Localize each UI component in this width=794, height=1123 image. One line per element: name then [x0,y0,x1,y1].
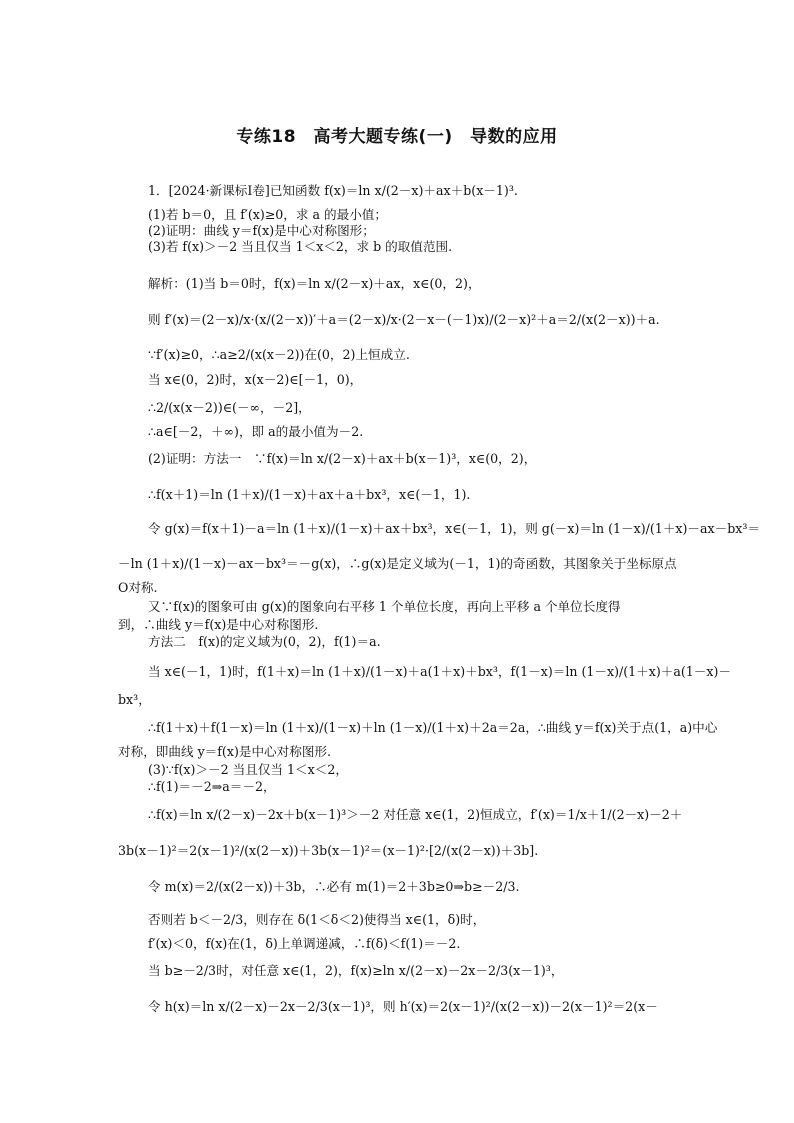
text-line: (1)若 b＝0，且 f′(x)≥0，求 a 的最小值； [148,207,387,222]
text-line: 1．[2024·新课标Ⅰ卷]已知函数 f(x)＝ln x/(2－x)＋ax＋b(x－1)³. [148,183,518,198]
text-line: (3)若 f(x)＞－2 当且仅当 1＜x＜2，求 b 的取值范围. [148,239,453,254]
text-line: ∴f(1)＝－2⇒a＝－2， [148,779,276,794]
text-line: 当 x∈(－1，1)时，f(1＋x)＝ln (1＋x)/(1－x)＋a(1＋x)＋bx³，f(1－x)＝ln (1－x)/(1＋x)＋a(1－x)－ [148,664,732,679]
text-line: ∴a∈[－2，＋∞)，即 a的最小值为－2. [148,424,364,439]
text-line: ∴2/(x(x－2))∈(－∞，－2]， [148,400,311,415]
text-line: 到，∴曲线 y＝f(x)是中心对称图形. [118,617,319,632]
text-line: －ln (1＋x)/(1－x)－ax－bx³＝－g(x)，∴g(x)是定义域为(－1，1)的奇函数，其图象关于坐标原点 [118,556,677,571]
text-line: 则 f′(x)＝(2－x)/x·(x/(2－x))′＋a＝(2－x)/x·(2－x－(－1)x)/(2－x)²＋a＝2/(x(2－x))＋a. [148,312,660,327]
text-line: bx³， [118,692,151,707]
text-line: (3)∵f(x)＞－2 当且仅当 1＜x＜2， [148,762,348,777]
text-line: 方法二 f(x)的定义域为(0，2)，f(1)＝a. [148,634,381,649]
text-line: O对称. [118,580,158,595]
text-line: 当 x∈(0，2)时，x(x－2)∈[－1，0)， [148,372,363,387]
text-line: ∵f′(x)≥0，∴a≥2/(x(x－2))在(0，2)上恒成立. [148,347,410,362]
text-line: 对称，即曲线 y＝f(x)是中心对称图形. [118,744,332,759]
text-line: 否则若 b＜－2/3，则存在 δ(1＜δ＜2)使得当 x∈(1，δ)时， [148,912,486,927]
text-line: (2)证明：方法一 ∵f(x)＝ln x/(2－x)＋ax＋b(x－1)³，x∈(0，2)， [148,451,537,466]
text-line: 当 b≥－2/3时，对任意 x∈(1，2)，f(x)≥ln x/(2－x)－2x－2/3(x－1)³， [148,963,564,978]
text-line: 令 h(x)＝ln x/(2－x)－2x－2/3(x－1)³，则 h′(x)＝2(x－1)²/(x(2－x))－2(x－1)²＝2(x－ [148,999,658,1014]
text-line: 令 g(x)＝f(x＋1)－a＝ln (1＋x)/(1－x)＋ax＋bx³，x∈(－1，1)，则 g(－x)＝ln (1－x)/(1＋x)－ax－bx³＝ [148,521,761,536]
text-line: (2)证明：曲线 y＝f(x)是中心对称图形； [148,223,375,238]
text-line: ∴f(x)＝ln x/(2－x)－2x＋b(x－1)³＞－2 对任意 x∈(1，2)恒成立，f′(x)＝1/x＋1/(2－x)－2＋ [148,807,683,822]
text-line: ∴f(x＋1)＝ln (1＋x)/(1－x)＋ax＋a＋bx³，x∈(－1，1). [148,487,471,502]
text-line: f′(x)＜0，f(x)在(1，δ)上单调递减，∴f(δ)＜f(1)＝－2. [148,936,461,951]
text-line: 又∵f(x)的图象可由 g(x)的图象向右平移 1 个单位长度，再向上平移 a 个单位长度得 [148,599,621,614]
text-line: ∴f(1＋x)＋f(1－x)＝ln (1＋x)/(1－x)＋ln (1－x)/(1＋x)＋2a＝2a，∴曲线 y＝f(x)关于点(1，a)中心 [148,720,718,735]
text-line: 解析：(1)当 b＝0时，f(x)＝ln x/(2－x)＋ax，x∈(0，2)， [148,276,481,291]
text-line: 3b(x－1)²＝2(x－1)²/(x(2－x))＋3b(x－1)²＝(x－1)²·[2/(x(2－x))＋3b]. [118,843,539,858]
page-title: 专练18 高考大题专练(一) 导数的应用 [236,127,558,147]
text-line: 令 m(x)＝2/(x(2－x))＋3b，∴必有 m(1)＝2＋3b≥0⇒b≥－2/3. [148,879,520,894]
